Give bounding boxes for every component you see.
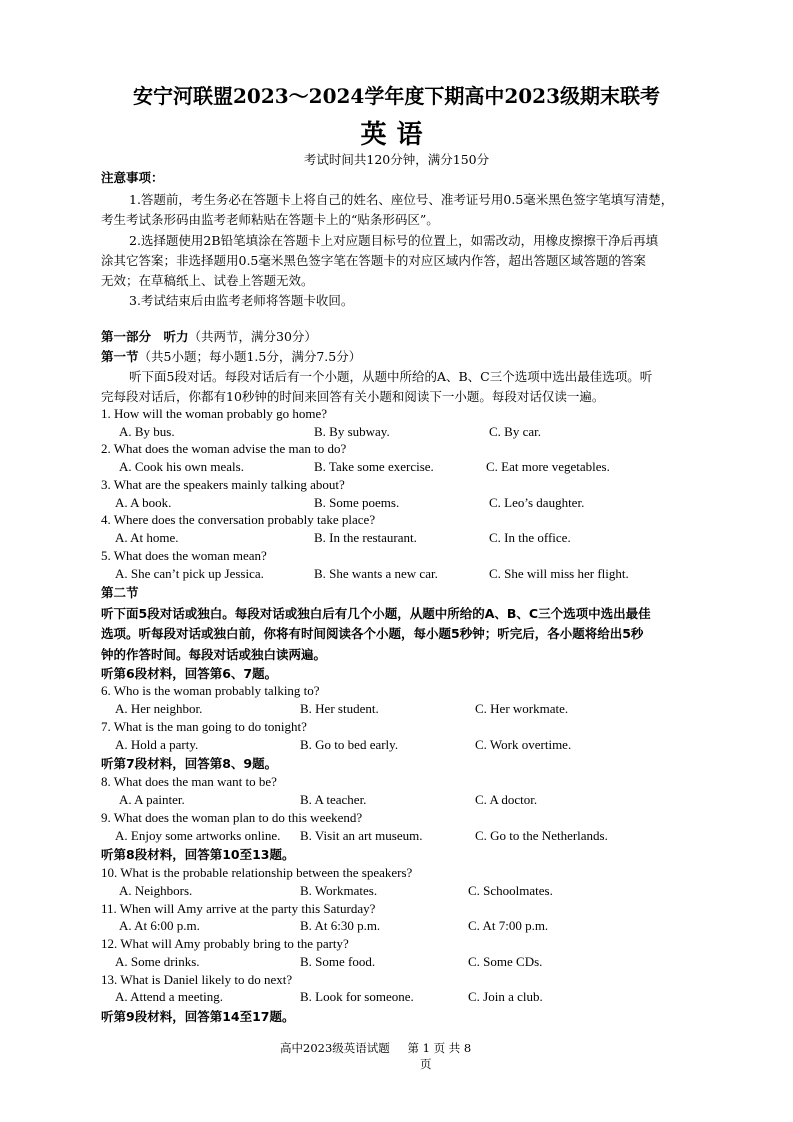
option-a: A. A book. — [115, 495, 172, 510]
question-stem: 7. What is the man going to do tonight? — [101, 719, 307, 734]
option-b: B. A teacher. — [300, 792, 367, 807]
option-c: C. Schoolmates. — [468, 883, 553, 898]
section2-instructions-line-2: 选项。听每段对话或独白前，你将有时间阅读各个小题，每小题5秒钟；听完后，各小题将给出5秒 — [101, 626, 644, 641]
question-stem: 11. When will Amy arrive at the party this Saturday? — [101, 901, 376, 916]
option-c: C. Eat more vegetables. — [486, 459, 610, 474]
option-c: C. Join a club. — [468, 989, 543, 1004]
option-c: C. Her workmate. — [475, 701, 569, 716]
option-a: A. Cook his own meals. — [119, 459, 244, 474]
option-a: A. Her neighbor. — [115, 701, 203, 716]
question-stem: 1. How will the woman probably go home? — [101, 406, 328, 421]
option-a: A. She can’t pick up Jessica. — [115, 566, 264, 581]
option-b: B. Visit an art museum. — [300, 828, 423, 843]
option-a: A. Neighbors. — [119, 883, 193, 898]
notice-heading: 注意事项： — [101, 170, 164, 185]
option-b: B. Take some exercise. — [314, 459, 434, 474]
option-b: B. Her student. — [300, 701, 379, 716]
question-stem: 5. What does the woman mean? — [101, 548, 267, 563]
option-c: C. Leo’s daughter. — [489, 495, 585, 510]
option-b: B. At 6:30 p.m. — [300, 918, 381, 933]
section2-heading: 第二节 — [101, 585, 139, 600]
section2-instructions-line-3: 钟的作答时间。每段对话或独白读两遍。 — [101, 647, 327, 662]
subject-title: 英语 — [360, 120, 433, 150]
option-a: A. At 6:00 p.m. — [119, 918, 200, 933]
part1-title: 第一部分 听力 — [101, 329, 189, 344]
option-c: C. At 7:00 p.m. — [468, 918, 549, 933]
option-a: A. A painter. — [119, 792, 185, 807]
option-c: C. Work overtime. — [475, 737, 572, 752]
exam-title: 安宁河联盟2023～2024学年度下期高中2023级期末联考 — [133, 84, 660, 108]
section2-instructions-line-1: 听下面5段对话或独白。每段对话或独白后有几个小题，从题中所给的A、B、C三个选项中选出最佳 — [101, 606, 651, 621]
option-c: C. A doctor. — [475, 792, 538, 807]
material-header: 听第7段材料，回答第8、9题。 — [101, 756, 278, 771]
notice-item-2-line-2: 涂其它答案；非选择题用0.5毫米黑色签字笔在答题卡的对应区域内作答，超出答题区域答题的答案 — [101, 253, 646, 268]
question-stem: 2. What does the woman advise the man to do? — [101, 441, 347, 456]
option-a: A. Attend a meeting. — [115, 989, 223, 1004]
option-a: A. Enjoy some artworks online. — [115, 828, 281, 843]
option-a: A. Hold a party. — [115, 737, 199, 752]
notice-item-2-line-3: 无效；在草稿纸上、试卷上答题无效。 — [101, 273, 314, 288]
option-b: B. Look for someone. — [300, 989, 414, 1004]
question-stem: 4. Where does the conversation probably take place? — [101, 512, 376, 527]
notice-item-3: 3.考试结束后由监考老师将答题卡收回。 — [129, 293, 354, 308]
option-a: A. At home. — [115, 530, 179, 545]
section1-instructions-line-1: 听下面5段对话。每段对话后有一个小题，从题中所给的A、B、C三个选项中选出最佳选项。听 — [129, 369, 653, 384]
part1-note: （共两节，满分30分） — [188, 329, 317, 344]
question-stem: 8. What does the man want to be? — [101, 774, 277, 789]
option-a: A. Some drinks. — [115, 954, 200, 969]
question-stem: 6. Who is the woman probably talking to? — [101, 683, 320, 698]
option-b: B. Go to bed early. — [300, 737, 399, 752]
question-stem: 10. What is the probable relationship between the speakers? — [101, 865, 413, 880]
question-stem: 13. What is Daniel likely to do next? — [101, 972, 293, 987]
footer-exam-name: 高中2023级英语试题 — [280, 1041, 390, 1055]
option-b: B. Some food. — [300, 954, 376, 969]
option-c: C. Go to the Netherlands. — [475, 828, 608, 843]
section1-note: （共5小题；每小题1.5分，满分7.5分） — [138, 349, 362, 364]
part1-heading — [101, 328, 317, 345]
footer-page-info: 第 1 页 共 8 — [407, 1041, 472, 1055]
question-stem: 12. What will Amy probably bring to the party? — [101, 936, 349, 951]
page-footer — [280, 1040, 471, 1056]
question-stem: 9. What does the woman plan to do this weekend? — [101, 810, 363, 825]
option-c: C. In the office. — [489, 530, 571, 545]
exam-info: 考试时间共120分钟，满分150分 — [303, 152, 490, 167]
option-b: B. By subway. — [314, 424, 390, 439]
material-header: 听第9段材料，回答第14至17题。 — [101, 1009, 295, 1024]
section1-instructions-line-2: 完每段对话后，你都有10秒钟的时间来回答有关小题和阅读下一小题。每段对话仅读一遍。 — [101, 389, 605, 404]
notice-item-1-line-1: 1.答题前，考生务必在答题卡上将自己的姓名、座位号、准考证号用0.5毫米黑色签字笔填写清楚， — [129, 192, 674, 207]
option-b: B. She wants a new car. — [314, 566, 438, 581]
option-b: B. In the restaurant. — [314, 530, 417, 545]
option-c: C. She will miss her flight. — [489, 566, 629, 581]
option-b: B. Some poems. — [314, 495, 400, 510]
option-a: A. By bus. — [119, 424, 175, 439]
question-stem: 3. What are the speakers mainly talking about? — [101, 477, 345, 492]
option-b: B. Workmates. — [300, 883, 378, 898]
footer-page-suffix: 页 — [420, 1057, 432, 1071]
option-c: C. By car. — [489, 424, 541, 439]
section1-heading — [101, 348, 361, 365]
option-c: C. Some CDs. — [468, 954, 543, 969]
notice-item-2-line-1: 2.选择题使用2B铅笔填涂在答题卡上对应题目标号的位置上，如需改动，用橡皮擦擦干净后再填 — [129, 233, 659, 248]
section1-title: 第一节 — [101, 349, 139, 364]
material-header: 听第6段材料，回答第6、7题。 — [101, 666, 278, 681]
material-header: 听第8段材料，回答第10至13题。 — [101, 847, 295, 862]
notice-item-1-line-2: 考生考试条形码由监考老师粘贴在答题卡上的“贴条形码区”。 — [101, 212, 439, 227]
